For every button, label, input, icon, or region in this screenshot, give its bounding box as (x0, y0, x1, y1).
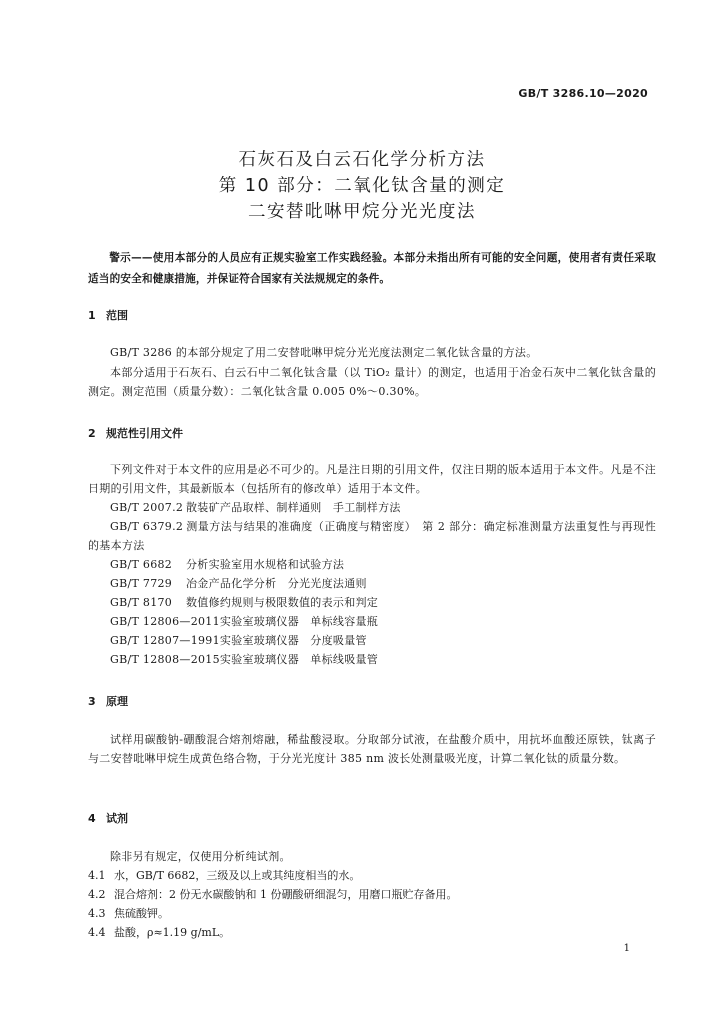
reference-code: GB/T 6682 (110, 558, 173, 571)
reference-code: GB/T 12807—1991 (110, 634, 220, 647)
reference-title: 散装矿产品取样、制样通则 手工制样方法 (186, 501, 401, 514)
reference-item (88, 650, 656, 669)
section-2-heading (88, 425, 183, 441)
reagent-item (88, 885, 656, 904)
reference-code: GB/T 6379.2 (110, 520, 184, 533)
reagent-item (88, 904, 656, 923)
section-number: 1 (88, 309, 96, 322)
reagents-list (88, 866, 656, 942)
reference-item (88, 631, 656, 650)
section-title: 范围 (106, 309, 128, 322)
reference-title: 分析实验室用水规格和试验方法 (186, 558, 345, 571)
section-3-paragraph: 试样用碳酸钠-硼酸混合熔剂熔融，稀盐酸浸取。分取部分试液，在盐酸介质中，用抗坏血酸还原铁，钛离子与二安替吡啉甲烷生成黄色络合物，于分光光度计 385 nm 波长处测量吸光度，计算二氧化钛的质量分数。 (88, 733, 656, 765)
section-4-heading (88, 810, 128, 826)
section-1-heading (88, 307, 128, 323)
reference-title: 测量方法与结果的准确度（正确度与精密度） 第 2 部分：确定标准测量方法重复性与再现性的基本方法 (88, 520, 656, 552)
section-3-heading (88, 693, 128, 709)
title-line-1: 石灰石及白云石化学分析方法 (238, 150, 486, 170)
item-number: 4.1 (88, 869, 106, 882)
item-number: 4.3 (88, 907, 106, 920)
section-1-paragraph-1: GB/T 3286 的本部分规定了用二安替吡啉甲烷分光光度法测定二氧化钛含量的方法。 (110, 346, 538, 359)
item-text: 混合熔剂：2 份无水碳酸钠和 1 份硼酸研细混匀，用磨口瓶贮存备用。 (114, 888, 458, 901)
section-number: 4 (88, 812, 96, 825)
reference-item (88, 574, 656, 593)
item-text: 盐酸，ρ≈1.19 g/mL。 (114, 926, 231, 939)
item-text: 水，GB/T 6682，三级及以上或其纯度相当的水。 (114, 869, 361, 882)
reference-code: GB/T 8170 (110, 596, 173, 609)
reference-code: GB/T 7729 (110, 577, 173, 590)
title-line-2: 第 10 部分：二氧化钛含量的测定 (218, 176, 506, 196)
reference-title: 实验室玻璃仪器 分度吸量管 (219, 634, 367, 647)
page-number: 1 (623, 943, 630, 954)
section-number: 2 (88, 427, 96, 440)
reference-code: GB/T 12808—2015 (110, 653, 220, 666)
reference-item (88, 612, 656, 631)
reference-code: GB/T 12806—2011 (110, 615, 220, 628)
reference-title: 数值修约规则与极限数值的表示和判定 (186, 596, 379, 609)
section-title: 原理 (106, 695, 128, 708)
reagent-item (88, 923, 656, 942)
item-number: 4.4 (88, 926, 106, 939)
reference-item (88, 517, 656, 555)
item-number: 4.2 (88, 888, 106, 901)
section-title: 试剂 (106, 812, 128, 825)
reference-code: GB/T 2007.2 (110, 501, 184, 514)
reference-item (88, 593, 656, 612)
reference-title: 冶金产品化学分析 分光光度法通则 (186, 577, 367, 590)
reference-item (88, 555, 656, 574)
section-number: 3 (88, 695, 96, 708)
title-line-3: 二安替吡啉甲烷分光光度法 (248, 202, 476, 222)
section-title: 规范性引用文件 (106, 427, 183, 440)
normative-references-list (88, 498, 656, 669)
warning-paragraph: 警示——使用本部分的人员应有正规实验室工作实践经验。本部分未指出所有可能的安全问题，使用者有责任采取适当的安全和健康措施，并保证符合国家有关法规规定的条件。 (88, 252, 656, 285)
reagent-item (88, 866, 656, 885)
section-2-intro: 下列文件对于本文件的应用是必不可少的。凡是注日期的引用文件，仅注日期的版本适用于本文件。凡是不注日期的引用文件，其最新版本（包括所有的修改单）适用于本文件。 (88, 463, 656, 495)
section-1-paragraph-2: 本部分适用于石灰石、白云石中二氧化钛含量（以 TiO₂ 量计）的测定，也适用于冶金石灰中二氧化钛含量的测定。测定范围（质量分数）：二氧化钛含量 0.005 0%～0.30%。 (88, 366, 656, 398)
document-code: GB/T 3286.10—2020 (518, 87, 648, 100)
document-title (0, 147, 724, 225)
item-text: 焦硫酸钾。 (114, 907, 169, 920)
reference-title: 实验室玻璃仪器 单标线吸量管 (219, 653, 379, 666)
reference-item (88, 498, 656, 517)
reference-title: 实验室玻璃仪器 单标线容量瓶 (219, 615, 379, 628)
section-4-intro: 除非另有规定，仅使用分析纯试剂。 (110, 850, 291, 863)
